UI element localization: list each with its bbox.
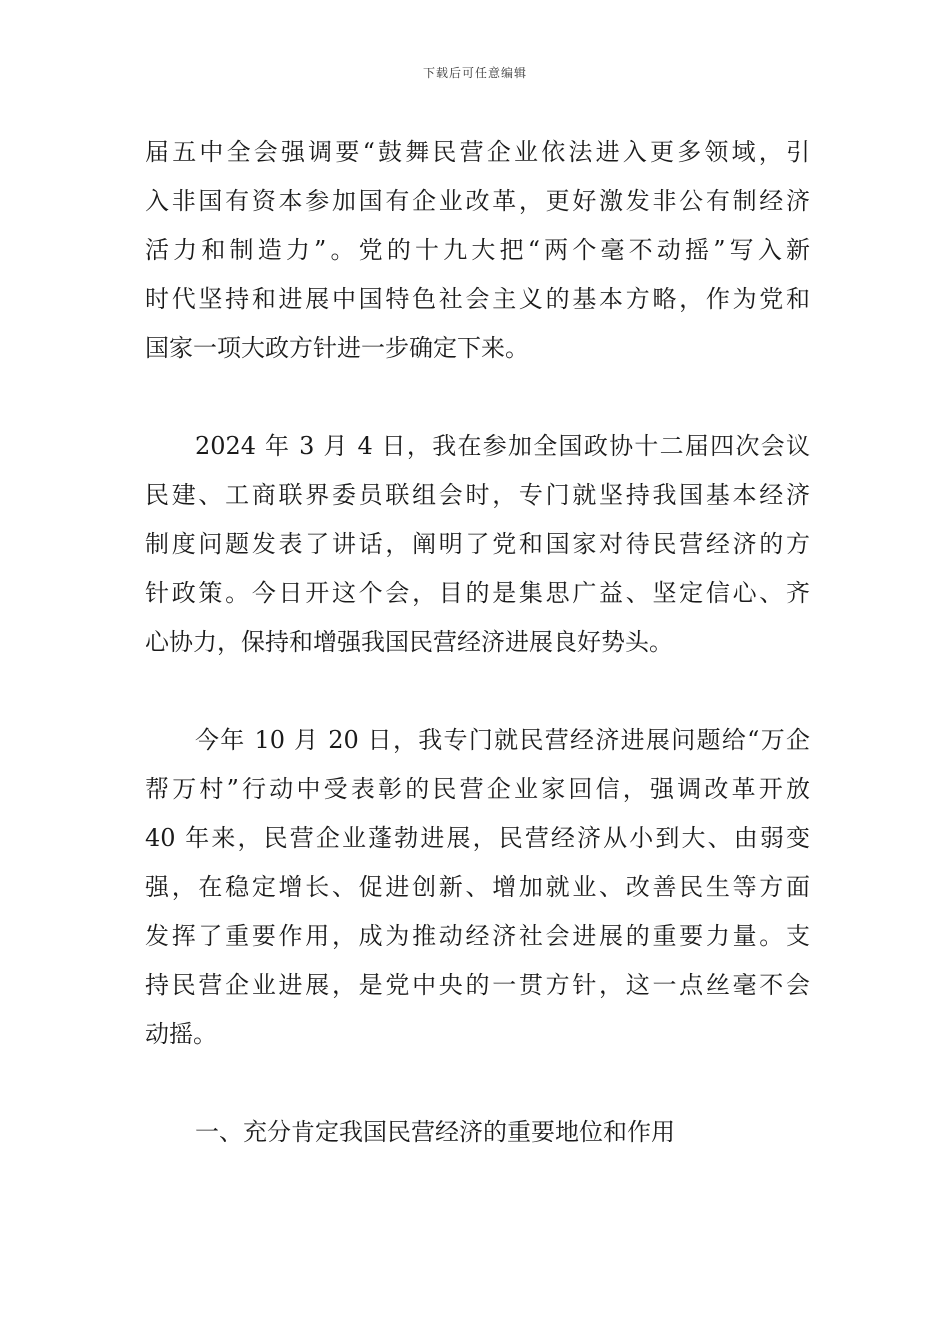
paragraph-line: 入非国有资本参加国有企业改革，更好激发非公有制经济 [145, 187, 810, 215]
paragraph-line: 民建、工商联界委员联组会时，专门就坚持我国基本经济 [145, 481, 810, 509]
paragraph-line: 40 年来，民营企业蓬勃进展，民营经济从小到大、由弱变 [145, 824, 810, 852]
document-body [145, 128, 810, 1157]
paragraph-line: 针政策。今日开这个会，目的是集思广益、坚定信心、齐 [145, 579, 810, 607]
paragraph-line: 帮万村”行动中受表彰的民营企业家回信，强调改革开放 [145, 775, 810, 803]
paragraph-line: 2024 年 3 月 4 日，我在参加全国政协十二届四次会议 [195, 432, 810, 460]
paragraph-line: 制度问题发表了讲话，阐明了党和国家对待民营经济的方 [145, 530, 810, 558]
paragraph-line: 时代坚持和进展中国特色社会主义的基本方略，作为党和 [145, 285, 810, 313]
paragraph-line: 持民营企业进展，是党中央的一贯方针，这一点丝毫不会 [145, 971, 810, 999]
section-heading: 一、充分肯定我国民营经济的重要地位和作用 [195, 1118, 675, 1146]
paragraph-line: 今年 10 月 20 日，我专门就民营经济进展问题给“万企 [195, 726, 810, 754]
paragraph-line: 动摇。 [145, 1020, 217, 1048]
paragraph-line: 国家一项大政方针进一步确定下来。 [145, 334, 529, 362]
paragraph-spacer [145, 1059, 810, 1108]
paragraph-line: 强，在稳定增长、促进创新、增加就业、改善民生等方面 [145, 873, 810, 901]
paragraph-line: 届五中全会强调要“鼓舞民营企业依法进入更多领域，引 [145, 138, 810, 166]
paragraph-line: 心协力，保持和增强我国民营经济进展良好势头。 [145, 628, 673, 656]
page-header-note: 下载后可任意编辑 [422, 66, 527, 80]
paragraph-3 [145, 716, 810, 1059]
paragraph-1 [145, 128, 810, 373]
paragraph-line: 活力和制造力”。党的十九大把“两个毫不动摇”写入新 [145, 236, 810, 264]
paragraph-spacer [145, 667, 810, 716]
paragraph-spacer [145, 373, 810, 422]
paragraph-line: 发挥了重要作用，成为推动经济社会进展的重要力量。支 [145, 922, 810, 950]
paragraph-2 [145, 422, 810, 667]
